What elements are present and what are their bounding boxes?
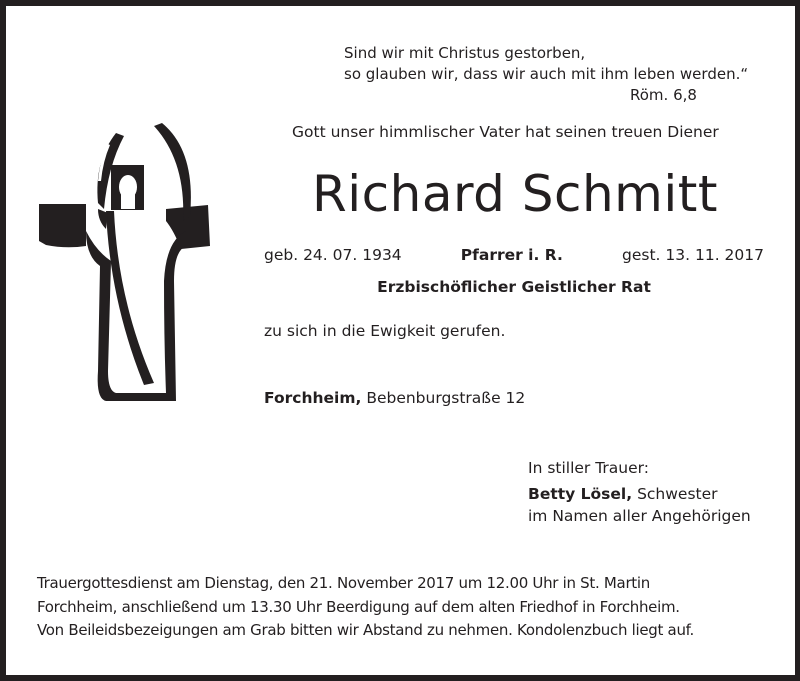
address-city: Forchheim, [264,389,362,407]
mourners-family: im Namen aller Angehörigen [528,507,751,525]
role: Pfarrer i. R. [460,246,563,264]
quote-line-1: Sind wir mit Christus gestorben, [344,44,586,62]
service-line-2: Forchheim, anschließend um 13.30 Uhr Beerdigung auf dem alten Friedhof in Forchheim. [37,597,680,616]
bible-quote [344,43,748,106]
deceased-name: Richard Schmitt [312,165,718,223]
service-line-3: Von Beileidsbezeigungen am Grab bitten wir Abstand zu nehmen. Kondolenzbuch liegt auf. [37,621,695,639]
called-home-text: zu sich in die Ewigkeit gerufen. [264,322,506,340]
life-dates [264,246,764,264]
address [264,389,525,407]
service-line-1: Trauergottesdienst am Dienstag, den 21. November 2017 um 12.00 Uhr in St. Martin [37,574,650,592]
death-date: gest. 13. 11. 2017 [622,246,764,264]
address-street: Bebenburgstraße 12 [366,389,526,407]
mourners-block [528,457,751,527]
mourners-heading: In stiller Trauer: [528,459,649,477]
intro-text: Gott unser himmlischer Vater hat seinen treuen Diener [292,123,719,141]
honorary-title: Erzbischöflicher Geistlicher Rat [377,278,651,296]
mourner-line [528,483,751,505]
cross-icon [36,121,216,410]
mourner-name: Betty Lösel, [528,485,633,503]
quote-reference: Röm. 6,8 [630,86,697,104]
funeral-service-info [37,572,694,643]
mourner-relation: Schwester [637,485,718,503]
birth-date: geb. 24. 07. 1934 [264,246,402,264]
obituary-notice [6,6,795,675]
quote-line-2: so glauben wir, dass wir auch mit ihm leben werden.“ [344,65,749,83]
